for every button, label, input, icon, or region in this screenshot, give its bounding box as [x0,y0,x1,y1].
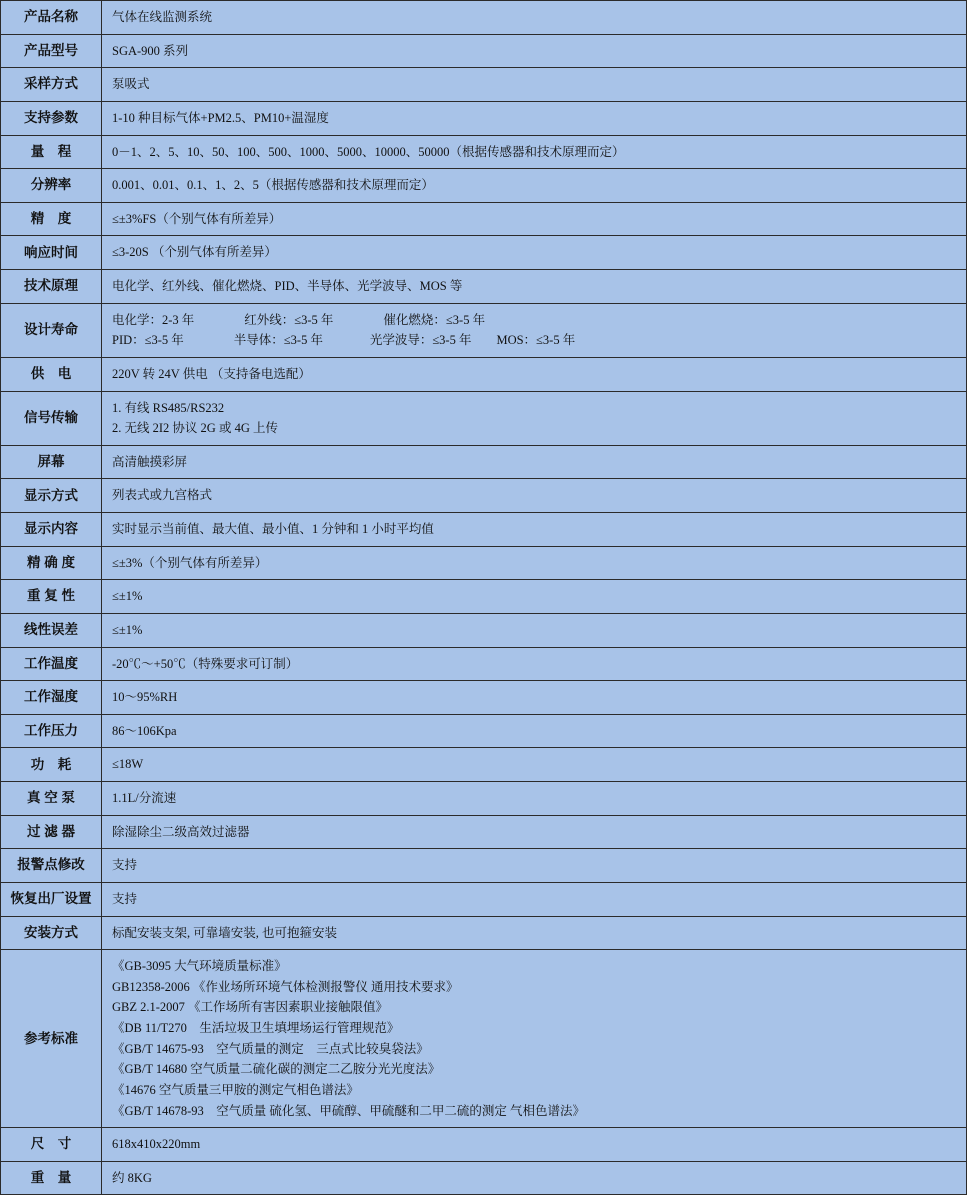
spec-table-body [1,1,967,1195]
spec-value-line: ≤±1% [112,589,143,604]
spec-value [102,748,967,782]
table-row [1,546,967,580]
spec-value [102,1161,967,1195]
spec-value-line: 列表式或九宫格式 [112,488,213,503]
spec-label: 工作湿度 [1,681,102,715]
table-row [1,613,967,647]
spec-value-line: 电化学、红外线、催化燃烧、PID、半导体、光学波导、MOS 等 [112,279,463,293]
spec-label: 响应时间 [1,236,102,270]
table-row [1,916,967,950]
spec-value [102,580,967,614]
spec-value [102,479,967,513]
table-row [1,513,967,547]
spec-value [102,513,967,547]
spec-value [102,1128,967,1162]
spec-value-line: 2. 无线 2I2 协议 2G 或 4G 上传 [112,421,278,436]
table-row [1,950,967,1128]
spec-label: 恢复出厂设置 [1,882,102,916]
spec-value-line: 标配安装支架, 可靠墙安装, 也可抱箍安装 [112,925,338,940]
spec-label: 显示方式 [1,479,102,513]
spec-value [102,135,967,169]
spec-value-line: 1.1L/分流速 [112,791,177,805]
spec-value-line: 约 8KG [112,1170,152,1185]
spec-value-line: ≤3-20S （个别气体有所差异） [112,245,277,260]
spec-value [102,303,967,357]
spec-value [102,34,967,68]
spec-value-line: ≤±3%（个别气体有所差异） [112,555,268,570]
spec-value [102,950,967,1128]
spec-value-line: 实时显示当前值、最大值、最小值、1 分钟和 1 小时平均值 [112,522,434,536]
spec-label: 产品型号 [1,34,102,68]
spec-value-line: 0.001、0.01、0.1、1、2、5（根据传感器和技术原理而定） [112,178,434,193]
spec-value [102,1,967,35]
spec-label: 精 度 [1,202,102,236]
spec-label: 尺 寸 [1,1128,102,1162]
table-row [1,101,967,135]
spec-value [102,202,967,236]
spec-value-line: 除湿除尘二级高效过滤器 [112,824,250,839]
spec-value-line: 《GB-3095 大气环境质量标准》 [112,959,287,974]
spec-value [102,882,967,916]
spec-label: 工作压力 [1,714,102,748]
spec-value-line: 《GB/T 14675-93 空气质量的测定 三点式比较臭袋法》 [112,1041,429,1056]
spec-value-line: PID：≤3-5 年 半导体：≤3-5 年 光学波导：≤3-5 年 MOS：≤3-5 年 [112,333,576,348]
table-row [1,169,967,203]
spec-value [102,714,967,748]
table-row [1,202,967,236]
spec-label: 重 量 [1,1161,102,1195]
spec-value [102,613,967,647]
table-row [1,68,967,102]
table-row [1,1128,967,1162]
spec-value-line: 高清触摸彩屏 [112,454,188,469]
spec-value-line: 电化学：2-3 年 红外线：≤3-5 年 催化燃烧：≤3-5 年 [112,312,486,327]
spec-value-line: GBZ 2.1-2007 《工作场所有害因素职业接触限值》 [112,1000,389,1015]
spec-value [102,101,967,135]
spec-value [102,445,967,479]
spec-value [102,391,967,445]
spec-label: 真 空 泵 [1,782,102,816]
spec-value-line: 《DB 11/T270 生活垃圾卫生填埋场运行管理规范》 [112,1021,400,1035]
spec-value-line: 支持 [112,891,138,906]
spec-value [102,681,967,715]
table-row [1,135,967,169]
spec-value [102,236,967,270]
table-row [1,236,967,270]
spec-label: 参考标准 [1,950,102,1128]
spec-value-line: 220V 转 24V 供电 （支持备电选配） [112,366,311,381]
spec-value-line: 《GB/T 14678-93 空气质量 硫化氢、甲硫醇、甲硫醚和二甲二硫的测定 气相色谱法》 [112,1103,586,1118]
spec-label: 报警点修改 [1,849,102,883]
spec-value [102,270,967,304]
table-row [1,815,967,849]
spec-value-line: 1-10 种目标气体+PM2.5、PM10+温湿度 [112,110,329,125]
spec-label: 显示内容 [1,513,102,547]
table-row [1,714,967,748]
table-row [1,580,967,614]
spec-value-line: 支持 [112,858,138,873]
spec-value [102,169,967,203]
spec-value-line: 气体在线监测系统 [112,10,213,24]
spec-label: 屏幕 [1,445,102,479]
spec-value-line: 0－1、2、5、10、50、100、500、1000、5000、10000、50000（根据传感器和技术原理而定） [112,144,625,159]
spec-value [102,647,967,681]
table-row [1,357,967,391]
spec-label: 技术原理 [1,270,102,304]
spec-value [102,546,967,580]
spec-value-line: 10～95%RH [112,690,178,705]
spec-label: 产品名称 [1,1,102,35]
spec-value-line: GB12358-2006 《作业场所环境气体检测报警仪 通用技术要求》 [112,979,459,994]
table-row [1,445,967,479]
spec-label: 精 确 度 [1,546,102,580]
table-row [1,391,967,445]
spec-value-line: ≤±3%FS（个别气体有所差异） [112,211,282,226]
spec-value-line: 86～106Kpa [112,723,177,738]
spec-label: 量 程 [1,135,102,169]
spec-label: 过 滤 器 [1,815,102,849]
spec-value-line: 《14676 空气质量三甲胺的测定气相色谱法》 [112,1082,359,1097]
table-row [1,34,967,68]
spec-label: 采样方式 [1,68,102,102]
table-row [1,782,967,816]
table-row [1,1161,967,1195]
table-row [1,882,967,916]
spec-value [102,916,967,950]
spec-value-line: SGA-900 系列 [112,43,189,58]
spec-label: 信号传输 [1,391,102,445]
spec-label: 功 耗 [1,748,102,782]
table-row [1,849,967,883]
spec-value [102,782,967,816]
table-row [1,647,967,681]
table-row [1,479,967,513]
spec-value-line: 《GB/T 14680 空气质量二硫化碳的测定二乙胺分光光度法》 [112,1062,441,1077]
table-row [1,270,967,304]
spec-label: 安装方式 [1,916,102,950]
spec-label: 工作温度 [1,647,102,681]
spec-label: 重 复 性 [1,580,102,614]
spec-label: 供 电 [1,357,102,391]
table-row [1,303,967,357]
spec-value-line: ≤18W [112,757,144,772]
spec-label: 分辨率 [1,169,102,203]
spec-value [102,849,967,883]
spec-value [102,815,967,849]
table-row [1,681,967,715]
spec-value [102,357,967,391]
spec-value-line: -20℃～+50℃（特殊要求可订制） [112,656,299,671]
spec-label: 支持参数 [1,101,102,135]
spec-value-line: 618x410x220mm [112,1137,201,1152]
spec-label: 线性误差 [1,613,102,647]
spec-value-line: ≤±1% [112,622,143,637]
spec-label: 设计寿命 [1,303,102,357]
spec-value-line: 1. 有线 RS485/RS232 [112,400,225,415]
table-row [1,1,967,35]
spec-value-line: 泵吸式 [112,77,150,92]
spec-value [102,68,967,102]
table-row [1,748,967,782]
